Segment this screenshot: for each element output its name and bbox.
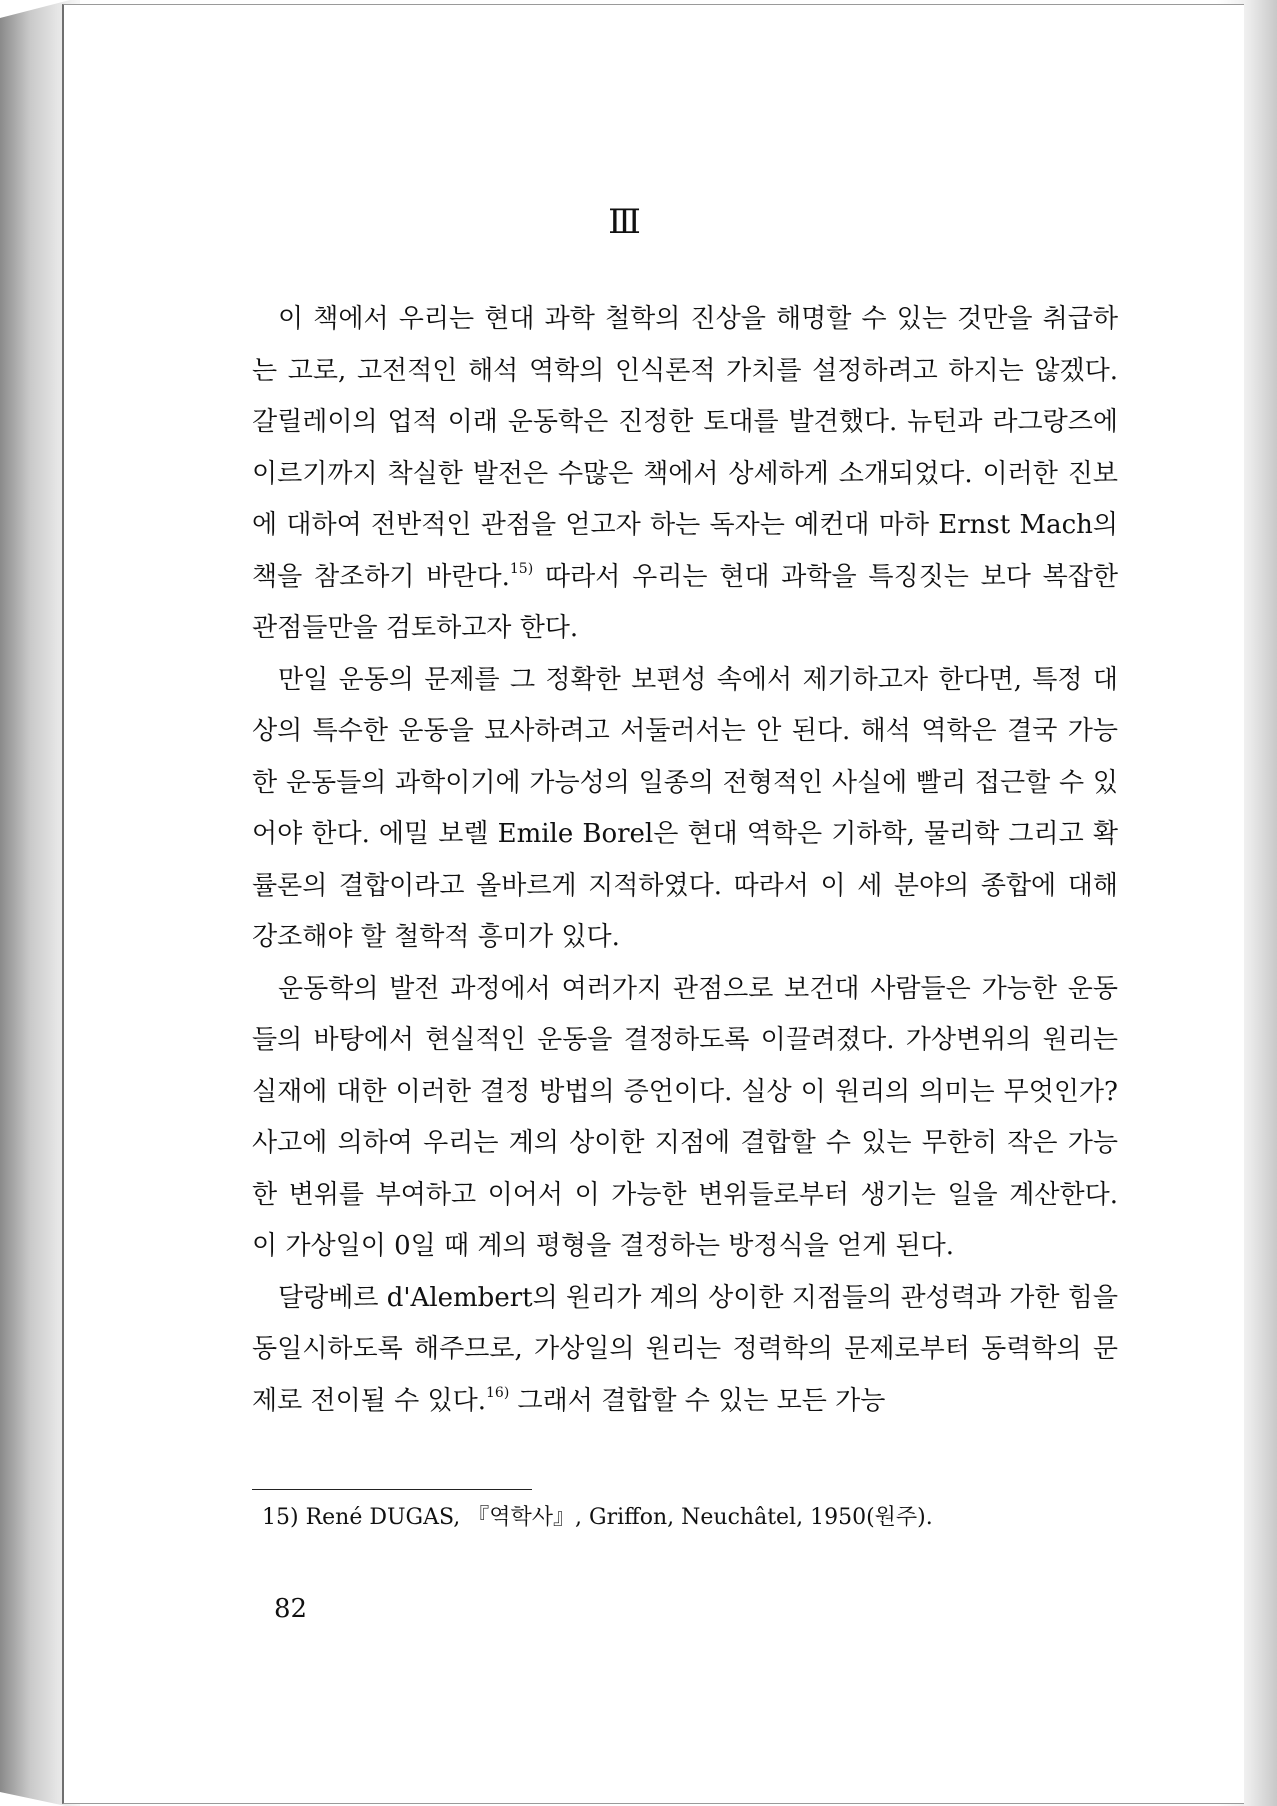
paragraph-2-text: 만일 운동의 문제를 그 정확한 보편성 속에서 제기하고자 한다면, 특정 대상의 특수한 운동을 묘사하려고 서둘러서는 안 된다. 해석 역학은 결국 가능한 운동들의 과학이기에 가능성의 일종의 전형적인 사실에 빨리 접근할 수 있어야 한다. 에밀 보렐 Emile Borel은 현대 역학은 기하학, 물리학 그리고 확률론의 결합이라고 올바르게 지적하였다. 따라서 이 세 분야의 종합에 대해 강조해야 할 철학적 흥미가 있다. xyxy=(252,664,1118,952)
paragraph-2 xyxy=(252,655,1118,964)
paragraph-4-text-a: 달랑베르 d'Alembert의 원리가 계의 상이한 지점들의 관성력과 가한 힘을 동일시하도록 해주므로, 가상일의 원리는 정력학의 문제로부터 동력학의 문제로 전이될 수 있다. xyxy=(252,1282,1118,1416)
paragraph-1 xyxy=(252,294,1118,655)
page-stack-corner-bottom xyxy=(0,1792,66,1806)
page-number: 82 xyxy=(274,1594,308,1624)
paragraph-3 xyxy=(252,964,1118,1273)
paragraph-4-text-b: 그래서 결합할 수 있는 모든 가능 xyxy=(509,1385,886,1416)
paragraph-1-text-b: 따라서 우리는 현대 과학을 특징짓는 보다 복잡한 관점들만을 검토하고자 한다. xyxy=(252,561,1118,643)
footnote-divider xyxy=(252,1489,532,1490)
paragraph-4 xyxy=(252,1273,1118,1428)
footnote-15: 15) René DUGAS, 『역학사』, Griffon, Neuchâtel, 1950(원주). xyxy=(262,1505,933,1530)
body-text xyxy=(252,294,1118,1427)
page-stack-corner-top xyxy=(0,0,70,18)
chapter-numeral: Ⅲ xyxy=(608,202,642,242)
footnote-ref-15: 15) xyxy=(509,560,534,577)
paragraph-1-text-a: 이 책에서 우리는 현대 과학 철학의 진상을 해명할 수 있는 것만을 취급하는 고로, 고전적인 해석 역학의 인식론적 가치를 설정하려고 하지는 않겠다. 갈릴레이의 업적 이래 운동학은 진정한 토대를 발견했다. 뉴턴과 라그랑즈에 이르기까지 착실한 발전은 수많은 책에서 상세하게 소개되었다. 이러한 진보에 대하여 전반적인 관점을 얻고자 하는 독자는 예컨대 마하 Ernst Mach의 책을 참조하기 바란다. xyxy=(252,304,1118,592)
footnote-ref-16: 16) xyxy=(486,1384,510,1401)
paragraph-3-text: 운동학의 발전 과정에서 여러가지 관점으로 보건대 사람들은 가능한 운동들의 바탕에서 현실적인 운동을 결정하도록 이끌려졌다. 가상변위의 원리는 실재에 대한 이러한 결정 방법의 증언이다. 실상 이 원리의 의미는 무엇인가? 사고에 의하여 우리는 계의 상이한 지점에 결합할 수 있는 무한히 작은 가능한 변위를 부여하고 이어서 이 가능한 변위들로부터 생기는 일을 계산한다. 이 가상일이 0일 때 계의 평형을 결정하는 방정식을 얻게 된다. xyxy=(252,973,1118,1261)
